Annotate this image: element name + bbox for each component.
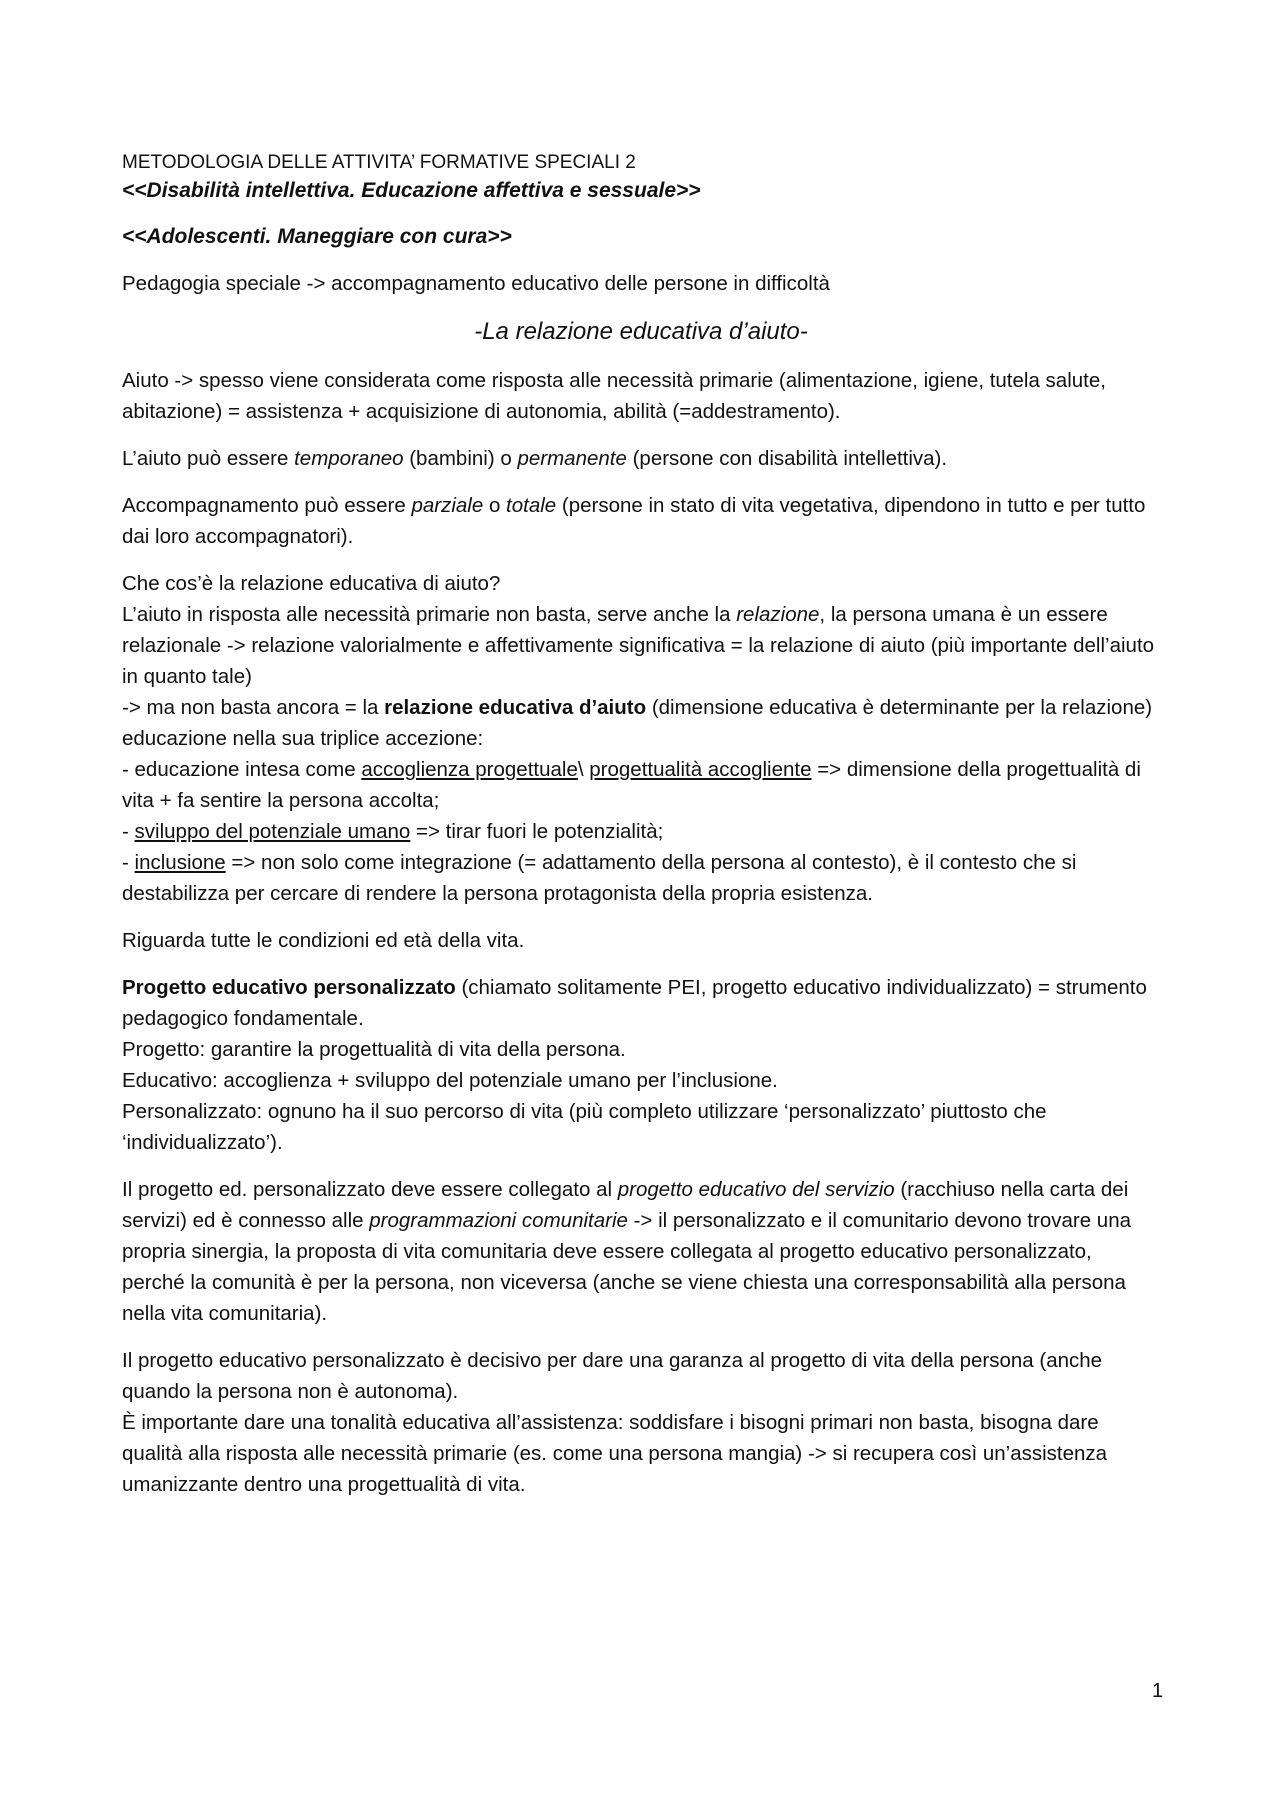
text-run: - xyxy=(122,851,135,874)
document-title: METODOLOGIA DELLE ATTIVITA’ FORMATIVE SPECIALI 2 xyxy=(122,152,636,173)
section-heading: -La relazione educativa d’aiuto- xyxy=(474,318,808,345)
text-run: Accompagnamento può essere xyxy=(122,494,412,517)
text-run: => non solo come integrazione (= adattamento della persona al contesto), è il contesto che si destabilizza per cercare di rendere la persona protagonista della propria esistenza. xyxy=(122,851,1077,905)
italic-permanente: permanente xyxy=(517,447,627,470)
subtitle-adolescenti: <<Adolescenti. Maneggiare con cura>> xyxy=(122,225,512,248)
text-run: -> ma non basta ancora = la xyxy=(122,696,385,719)
text-run: \ xyxy=(577,758,590,781)
underline-inclusione: inclusione xyxy=(134,851,226,874)
text-run: (racchiuso nella carta dei servizi) ed è connesso alle xyxy=(122,1178,1129,1232)
text-run: o xyxy=(483,494,507,517)
italic-totale: totale xyxy=(506,494,557,517)
paragraph-relazione xyxy=(122,568,1160,909)
relazione-line xyxy=(122,599,1160,692)
paragraph-decisivo xyxy=(122,1345,1160,1500)
underline-sviluppo: sviluppo del potenziale umano xyxy=(134,820,411,843)
italic-programmazioni: programmazioni comunitarie xyxy=(369,1209,628,1232)
paragraph-aiuto: Aiuto -> spesso viene considerata come risposta alle necessità primarie (alimentazione, igiene, tutela salute, abitazione) = assistenza + acquisizione di autonomia, abilità (=addestramento). xyxy=(122,369,1106,423)
bullet-inclusione xyxy=(122,847,1160,909)
paragraph-accompagnamento xyxy=(122,490,1160,552)
pei-progetto-line: Progetto: garantire la progettualità di vita della persona. xyxy=(122,1038,626,1061)
tonalita-line: È importante dare una tonalità educativa all’assistenza: soddisfare i bisogni primari non basta, bisogna dare qualità alla risposta alle necessità primarie (es. come una persona mangia) -> si recupera così un’assistenza umanizzante dentro una progettualità di vita. xyxy=(122,1411,1108,1496)
intro-paragraph: Pedagogia speciale -> accompagnamento educativo delle persone in difficoltà xyxy=(122,272,830,295)
paragraph-pei xyxy=(122,972,1160,1158)
text-run: (dimensione educativa è determinante per la relazione) educazione nella sua triplice accezione: xyxy=(122,696,1153,750)
text-run: L’aiuto in risposta alle necessità primarie non basta, serve anche la xyxy=(122,603,737,626)
question-line: Che cos’è la relazione educativa di aiuto? xyxy=(122,572,501,595)
page-number: 1 xyxy=(1152,1680,1164,1702)
text-run: - xyxy=(122,820,135,843)
bullet-accoglienza xyxy=(122,754,1160,816)
text-run: (persone in stato di vita vegetativa, dipendono in tutto e per tutto dai loro accompagnatori). xyxy=(122,494,1146,548)
bold-progetto-educativo: Progetto educativo personalizzato xyxy=(122,976,456,999)
text-run: L’aiuto può essere xyxy=(122,447,295,470)
text-run: - educazione intesa come xyxy=(122,758,362,781)
bold-relazione-educativa: relazione educativa d’aiuto xyxy=(384,696,647,719)
decisivo-line: Il progetto educativo personalizzato è decisivo per dare una garanza al progetto di vita della persona (anche quando la persona non è autonoma). xyxy=(122,1349,1103,1403)
italic-parziale: parziale xyxy=(411,494,484,517)
text-run: , la persona umana è un essere relazionale -> relazione valorialmente e affettivamente significativa = la relazione di aiuto (più importante dell’aiuto in quanto tale) xyxy=(122,603,1155,688)
pei-line xyxy=(122,972,1160,1034)
relazione-educativa-line xyxy=(122,692,1160,754)
bullet-sviluppo xyxy=(122,816,1160,847)
pei-educativo-line: Educativo: accoglienza + sviluppo del potenziale umano per l’inclusione. xyxy=(122,1069,778,1092)
italic-progetto-servizio: progetto educativo del servizio xyxy=(617,1178,895,1201)
subtitle-disabilita: <<Disabilità intellettiva. Educazione affettiva e sessuale>> xyxy=(122,179,701,202)
italic-relazione: relazione xyxy=(736,603,820,626)
text-run: Il progetto ed. personalizzato deve essere collegato al xyxy=(122,1178,618,1201)
underline-progettualita: progettualità accogliente xyxy=(589,758,812,781)
paragraph-collegato xyxy=(122,1174,1160,1329)
text-run: (persone con disabilità intellettiva). xyxy=(626,447,948,470)
text-run: => tirar fuori le potenzialità; xyxy=(410,820,664,843)
paragraph-temporaneo xyxy=(122,443,1160,474)
italic-temporaneo: temporaneo xyxy=(294,447,404,470)
pei-personalizzato-line: Personalizzato: ognuno ha il suo percorso di vita (più completo utilizzare ‘personalizzato’ piuttosto che ‘individualizzato’). xyxy=(122,1100,1047,1154)
text-run: (bambini) o xyxy=(403,447,518,470)
text-run: => dimensione della progettualità di vita + fa sentire la persona accolta; xyxy=(122,758,1141,812)
paragraph-riguarda: Riguarda tutte le condizioni ed età della vita. xyxy=(122,929,525,952)
text-run: (chiamato solitamente PEI, progetto educativo individualizzato) = strumento pedagogico fondamentale. xyxy=(122,976,1147,1030)
underline-accoglienza: accoglienza progettuale xyxy=(361,758,578,781)
text-run: -> il personalizzato e il comunitario devono trovare una propria sinergia, la proposta di vita comunitaria deve essere collegata al progetto educativo personalizzato, perché la comunità è per la persona, non viceversa (anche se viene chiesta una corresponsabilità alla persona nella vita comunitaria). xyxy=(122,1209,1131,1325)
